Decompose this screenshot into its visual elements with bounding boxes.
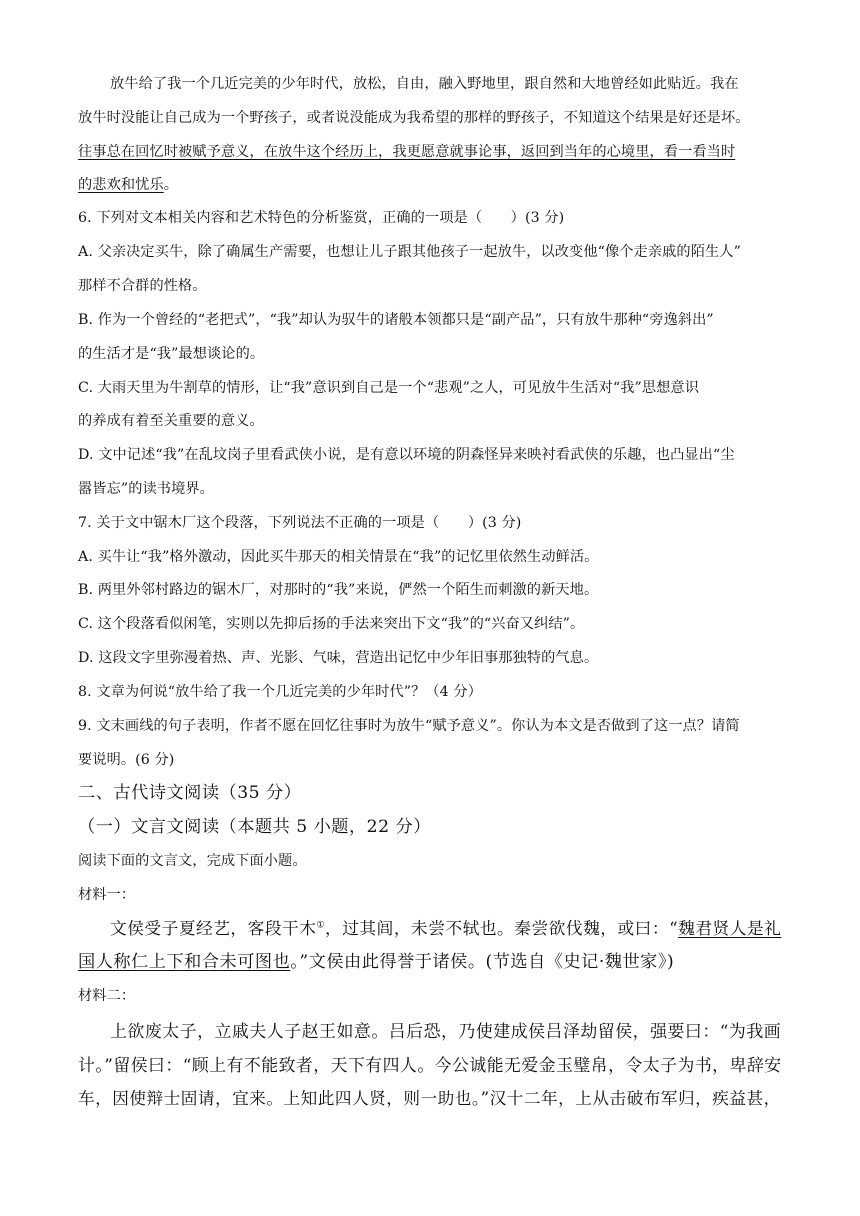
q6-option-d: D. 文中记述“我”在乱坟岗子里看武侠小说，是有意以环境的阴森怪异来映衬看武侠的乐趣，也凸显出“尘	[78, 447, 735, 463]
question-6-stem: 6. 下列对文本相关内容和艺术特色的分析鉴赏，正确的一项是（ ）(3 分)	[78, 210, 565, 226]
material-1-label: 材料一：	[78, 887, 136, 903]
classical-text-line: 上欲废太子，立戚夫人子赵王如意。吕后恐，乃使建成侯吕泽劫留侯，强要曰：“为我画	[110, 1021, 782, 1041]
section-heading: 二、古代诗文阅读（35 分）	[78, 783, 302, 803]
classical-text-line: 文侯受子夏经艺，客段干木①，过其闾，未尝不轼也。秦尝欲伐魏，或曰：“魏君贤人是礼	[110, 918, 782, 938]
underlined-sentence: 的悲欢和忧乐	[78, 177, 164, 193]
passage-text-line: 放牛时没能让自己成为一个野孩子，或者说没能成为我希望的那样的野孩子，不知道这个结果是好还是坏。	[78, 110, 750, 126]
q6-option-d-cont: 嚣皆忘”的读书境界。	[78, 481, 214, 497]
q6-option-a-cont: 那样不合群的性格。	[78, 278, 207, 294]
q6-option-c: C. 大雨天里为牛割草的情形，让“我”意识到自己是一个“悲观”之人，可见放牛生活对“我”思想意识	[78, 380, 700, 396]
question-7-stem: 7. 关于文中锯木厂这个段落，下列说法不正确的一项是（ ）(3 分)	[78, 515, 522, 531]
q6-option-b-cont: 的生活才是“我”最想谈论的。	[78, 346, 265, 362]
subsection-heading: （一）文言文阅读（本题共 5 小题，22 分）	[78, 817, 431, 837]
question-9: 9. 文末画线的句子表明，作者不愿在回忆往事时为放牛“赋予意义”。你认为本文是否做到了这一点？请简	[78, 718, 740, 734]
classical-text-line: 计。”留侯曰：“顾上有不能致者，天下有四人。今公诚能无爱金玉璧帛，令太子为书，卑辞安	[78, 1055, 782, 1075]
q7-option-a: A. 买牛让“我”格外激动，因此买牛那天的相关情景在“我”的记忆里依然生动鲜活。	[78, 549, 599, 565]
q7-option-d: D. 这段文字里弥漫着热、声、光影、气味，营造出记忆中少年旧事那独特的气息。	[78, 650, 599, 666]
q7-option-c: C. 这个段落看似闲笔，实则以先抑后扬的手法来突出下文“我”的“兴奋又纠结”。	[78, 616, 585, 632]
q6-option-a: A. 父亲决定买牛，除了确属生产需要，也想让儿子跟其他孩子一起放牛，以改变他“像个走亲戚的陌生人”	[78, 244, 741, 260]
underlined-sentence: 国人称仁上下和合未可图也	[78, 952, 291, 972]
q6-option-c-cont: 的养成有着至关重要的意义。	[78, 413, 264, 429]
footnote-mark: ①	[316, 920, 326, 931]
q6-option-b: B. 作为一个曾经的“老把式”，“我”却认为驭牛的诸般本领都只是“副产品”，只有放牛那种“旁逸斜出”	[78, 312, 714, 328]
q7-option-b: B. 两里外邻村路边的锯木厂，对那时的“我”来说，俨然一个陌生而刺激的新天地。	[78, 582, 599, 598]
reading-instruction: 阅读下面的文言文，完成下面小题。	[78, 853, 307, 869]
question-9-cont: 要说明。(6 分)	[78, 752, 175, 768]
underlined-passage-line: 的悲欢和忧乐。	[78, 177, 179, 193]
question-8: 8. 文章为何说“放牛给了我一个几近完美的少年时代”？（4 分）	[78, 684, 482, 700]
classical-text-line: 车，因使辩士固请，宜来。上知此四人贤，则一助也。”汉十二年，上从击破布军归，疾益甚，	[78, 1089, 781, 1108]
underlined-sentence: 往事总在回忆时被赋予意义，在放牛这个经历上，我更愿意就事论事，返回到当年的心境里，看一看当时	[78, 144, 736, 160]
underlined-passage-line	[78, 142, 784, 162]
classical-text-line: 国人称仁上下和合未可图也。”文侯由此得誉于诸侯。(节选自《史记·魏世家》)	[78, 952, 675, 972]
material-2-label: 材料二：	[78, 988, 136, 1004]
passage-text-line: 放牛给了我一个几近完美的少年时代，放松，自由，融入野地里，跟自然和大地曾经如此贴近。我在	[110, 76, 739, 92]
underlined-sentence: 魏君贤人是礼	[678, 918, 782, 938]
